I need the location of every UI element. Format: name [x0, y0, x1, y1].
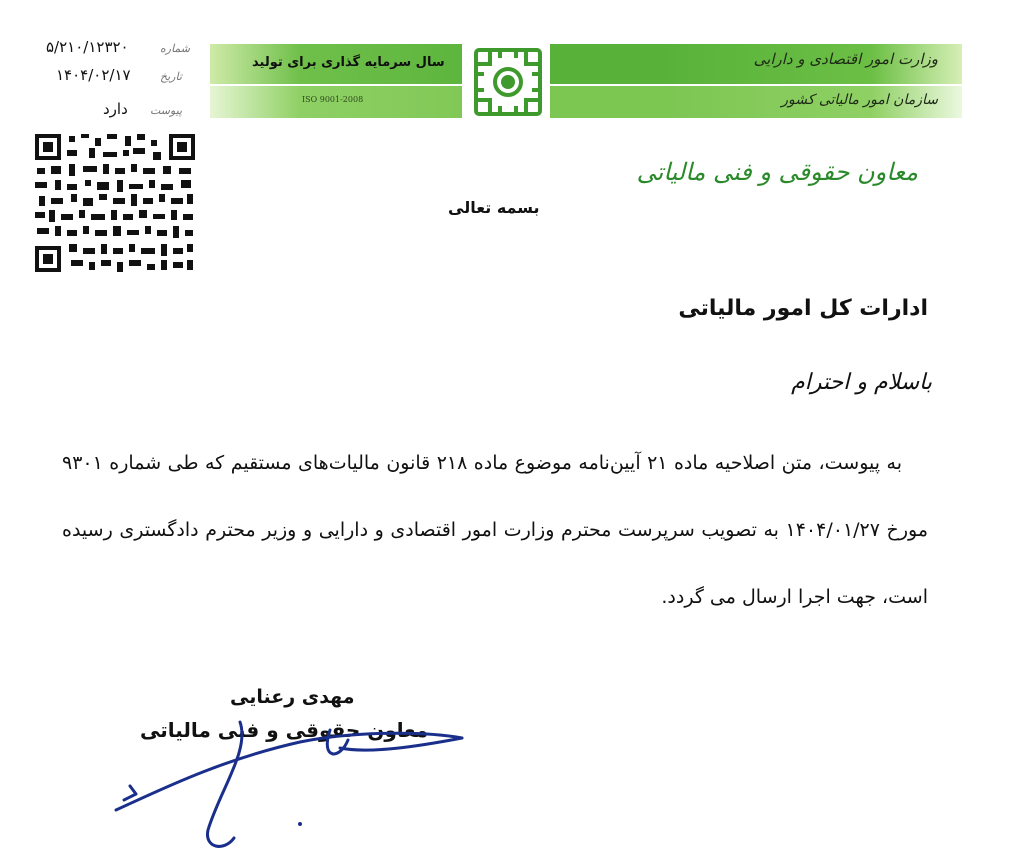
- letter-date-label: تاریخ: [160, 70, 182, 83]
- deputy-department-title: معاون حقوقی و فنی مالیاتی: [636, 158, 918, 186]
- ministry-name: وزارت امور اقتصادی و دارایی: [753, 50, 938, 68]
- signatory-name: مهدی رعنایی: [230, 686, 355, 708]
- greeting-line: باسلام و احترام: [791, 370, 932, 395]
- signatory-title: معاون حقوقی و فنی مالیاتی: [140, 718, 428, 742]
- basmala-heading: بسمه تعالی: [448, 198, 540, 217]
- recipient-heading: ادارات کل امور مالیاتی: [678, 296, 928, 321]
- letter-body-paragraph: به پیوست، متن اصلاحیه ماده ۲۱ آیین‌نامه موضوع ماده ۲۱۸ قانون مالیات‌های مستقیم که طی شماره ۹۳۰۱ مورخ ۱۴۰۴/۰۱/۲۷ به تصویب سرپرست محترم وزارت امور اقتصادی و دارایی و وزیر محترم دادگستری رسیده است، جهت اجرا ارسال می گردد.: [62, 452, 928, 608]
- iso-certification: ISO 9001-2008: [302, 95, 364, 104]
- letter-number: ۵/۲۱۰/۱۲۳۲۰: [46, 38, 129, 56]
- tax-organization-logo-icon: [470, 44, 546, 120]
- letter-attachment: دارد: [103, 100, 128, 118]
- year-slogan: سال سرمایه گذاری برای تولید: [252, 55, 445, 70]
- handwritten-signature-icon: [100, 690, 480, 860]
- letter-number-label: شماره: [160, 42, 191, 55]
- letter-attachment-label: پیوست: [150, 104, 183, 117]
- qr-code-icon: [33, 132, 197, 274]
- organization-name: سازمان امور مالیاتی کشور: [781, 92, 938, 108]
- letter-body: [62, 430, 928, 631]
- letter-date: ۱۴۰۴/۰۲/۱۷: [56, 66, 131, 84]
